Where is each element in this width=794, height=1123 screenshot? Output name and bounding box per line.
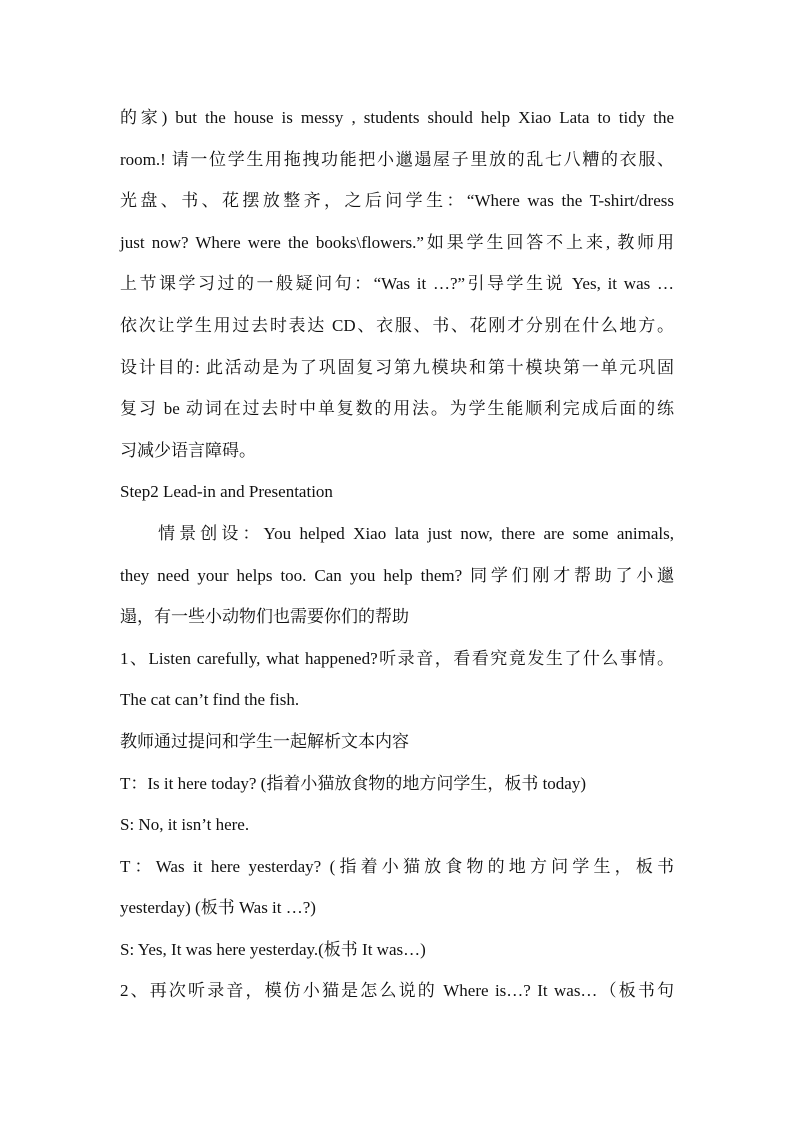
text-line: they need your helps too. Can you help them? 同学们刚才帮助了小邋 [120,565,674,585]
text-line: 2、再次听录音，模仿小猫是怎么说的 Where is…? It was…（板书句 [120,981,674,1001]
text-line: The cat can’t find the fish. [120,690,300,710]
text-line: 情景创设：You helped Xiao lata just now, there are some animals, [158,523,674,543]
text-line: S: Yes, It was here yesterday.(板书 It was…) [120,939,426,959]
text-line: 上节课学习过的一般疑问句：“Was it …?”引导学生说 Yes, it was … [120,274,674,294]
text-line: T：Is it here today? (指着小猫放食物的地方问学生，板书 today) [120,773,587,793]
text-line: T：Was it here yesterday? (指着小猫放食物的地方问学生，板书 [120,856,674,876]
text-line: 设计目的: 此活动是为了巩固复习第九模块和第十模块第一单元巩固 [120,357,674,377]
text-line: 复习 be 动词在过去时中单复数的用法。为学生能顺利完成后面的练 [120,399,674,419]
text-line: 教师通过提问和学生一起解析文本内容 [120,731,409,751]
text-line: just now? Where were the books\flowers.”如果学生回答不上来, 教师用 [120,232,674,252]
document-body [120,97,674,1012]
text-line: yesterday) (板书 Was it …?) [120,898,316,918]
text-line: 1、Listen carefully, what happened?听录音，看看究竟发生了什么事情。 [120,648,674,668]
text-line: S: No, it isn’t here. [120,815,250,835]
text-line: 光盘、书、花摆放整齐，之后问学生：“Where was the T-shirt/dress [120,191,674,211]
text-line: 遢，有一些小动物们也需要你们的帮助 [120,607,409,627]
text-line: room.! 请一位学生用拖拽功能把小邋遢屋子里放的乱七八糟的衣服、 [120,149,674,169]
text-line: 的家) but the house is messy , students should help Xiao Lata to tidy the [120,108,674,127]
text-line: 习减少语言障碍。 [120,440,256,460]
section-heading: Step2 Lead-in and Presentation [120,482,333,502]
text-line: 依次让学生用过去时表达 CD、衣服、书、花刚才分别在什么地方。 [120,315,674,335]
